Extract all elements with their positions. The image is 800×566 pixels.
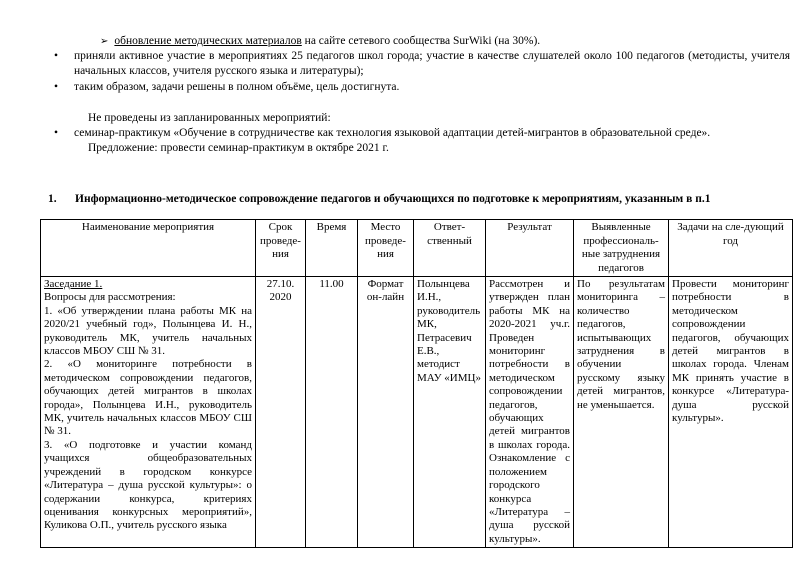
header-responsible: Ответ-ственный [414,220,486,277]
event-item: 1. «Об утверждении плана работы МК на 2020/21 учебный год», Полынцева И. Н., руководитель МК, учитель начальных классов МБОУ СШ № 31. [44,304,252,358]
cell-next-year: Провести мониторинг потребности в методическом сопровождении педагогов, обучающих детей мигрантов в школах города. Членам МК принять участие в конкурсе «Литература-душа русской культуры». [669,277,793,548]
arrow-list-item [100,34,792,49]
cell-difficulties: По результатам мониторинга – количество педагогов, испытывающих затруднения в обучении русскому языку детей мигрантов, не уменьшается. [574,277,669,548]
header-next-year: Задачи на сле-дующий год [669,220,793,277]
table-row [41,277,793,548]
cell-event-name [41,277,256,548]
bullet-item-text: таким образом, задачи решены в полном объёме, цель достигнута. [74,80,400,93]
bullet-item [54,49,792,79]
events-table [40,219,793,548]
spacer [40,95,792,111]
proposal-text: Предложение: провести семинар-практикум в октябре 2021 г. [88,142,389,155]
header-time: Время [306,220,358,277]
cell-time: 11.00 [306,277,358,548]
not-held-heading: Не проведены из запланированных мероприятий: [88,111,331,124]
header-result: Результат [486,220,574,277]
section-title: Информационно-методическое сопровождение педагогов и обучающихся по подготовке к мероприятиям, указанным в п.1 [75,193,711,206]
bullet-item [54,80,792,95]
arrow-bullet-icon: ➢ [100,36,109,47]
not-held-bullet-text: семинар-практикум «Обучение в сотрудничестве как технология языковой адаптации детей-мигрантов в образовательной среде». [74,126,711,139]
header-event-name: Наименование мероприятия [41,220,256,277]
event-item: 3. «О подготовке и участии команд учащихся общеобразовательных учреждений в городском конкурсе «Литература – душа русской культуры»: о содержании конкурса, критериях оценивания конкурсных мероприятий», Куликова О.П., учитель русского языка [44,438,252,532]
cell-date: 27.10. 2020 [256,277,306,548]
event-title: Заседание 1. [44,278,103,290]
bullet-marker-icon: • [54,126,59,139]
arrow-item-underlined-text: обновление методических материалов [114,35,302,47]
header-place: Место проведе-ния [358,220,414,277]
section-number: 1. [48,193,57,206]
header-date: Срок проведе-ния [256,220,306,277]
event-intro: Вопросы для рассмотрения: [44,291,176,304]
bullet-marker-icon: • [54,50,59,63]
cell-responsible: Полынцева И.Н., руководитель МК, Петрасевич Е.В., методист МАУ «ИМЦ» [414,277,486,548]
bullet-item-text: приняли активное участие в мероприятиях 25 педагогов школ города; участие в качестве слушателей около 100 педагогов (методисты, учителя начальных классов, учителя русского языка и литературы); [74,50,790,78]
cell-place: Формат он-лайн [358,277,414,548]
bullet-item [54,126,792,141]
arrow-item-text: на сайте сетевого сообщества SurWiki (на 30%). [301,35,541,47]
header-difficulties: Выявленные профессиональ-ные затруднения педагогов [574,220,669,277]
table-header-row [41,220,793,277]
bullet-marker-icon: • [54,80,59,93]
event-item: 2. «О мониторинге потребности в методическом сопровождении педагогов, обучающих детей мигрантов в школах города», Полынцева И.Н., руководитель МК, учитель начальных классов МБОУ СШ № 31. [44,358,252,438]
cell-result: Рассмотрен и утвержден план работы МК на 2020-2021 уч.г. Проведен мониторинг потребности в методическом сопровождении педагогов, обучающих детей мигрантов в школах города. Ознакомление с положением городского конкурса «Литература – душа русской культуры». [486,277,574,548]
section-heading [48,192,792,207]
